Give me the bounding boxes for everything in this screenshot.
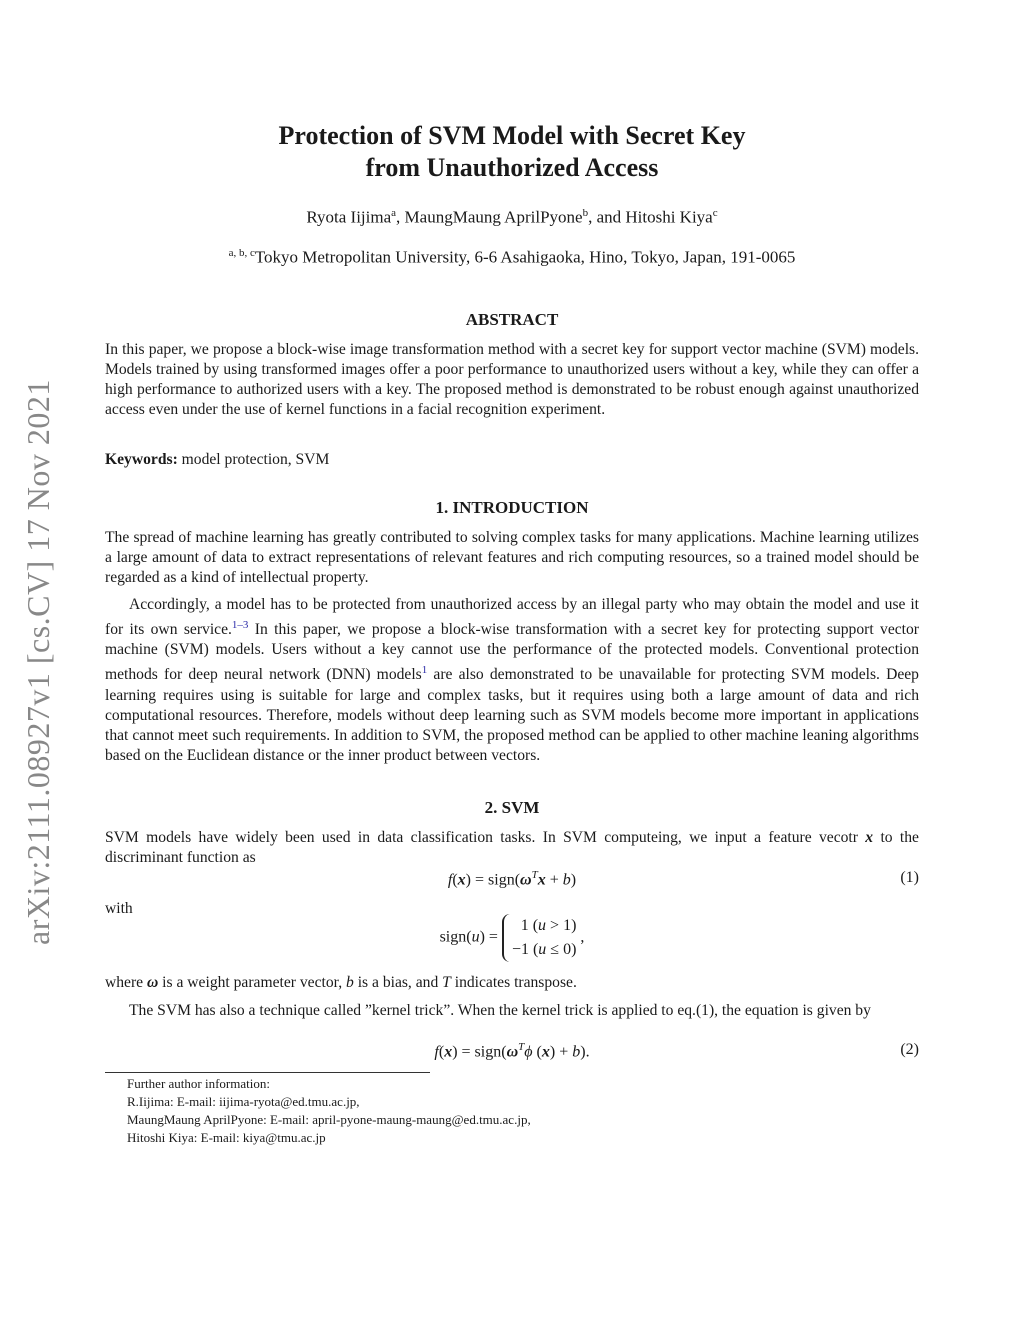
equation-2-number: (2): [900, 1041, 919, 1058]
keywords: Keywords: model protection, SVM: [105, 451, 330, 468]
sign-equation: sign(u) = 1 (u > 1) −1 (u ≤ 0) ,: [105, 914, 919, 962]
svm-paragraph-1: SVM models have widely been used in data classification tasks. In SVM computeing, we input a feature vecotr x to the discriminant function as: [105, 829, 919, 867]
affiliation: $^{a, b, c}$Tokyo Metropolitan University, 6-6 Asahigaoka, Hino, Tokyo, Japan, 191-0065: [228, 247, 796, 267]
arxiv-stamp: arXiv:2111.08927v1 [cs.CV] 17 Nov 2021: [20, 379, 56, 945]
abstract-text: In this paper, we propose a block-wise image transformation method with a secret key for support vector machine (SVM) models. Models trained by using transformed images offer a poor performance to unauthorized users without a key, while they can offer a high performance to authorized users with a key. The proposed method is demonstrated to be robust enough against unauthorized access even under the use of kernel functions in a facial recognition experiment.: [105, 341, 919, 419]
svm-paragraph-2: where ω is a weight parameter vector, b is a bias, and T indicates transpose.: [105, 974, 577, 991]
equation-1-number: (1): [900, 869, 919, 886]
abstract-heading: ABSTRACT: [465, 310, 559, 329]
authors: Ryota Iijima$^a$, MaungMaung AprilPyone$^b$, and Hitoshi Kiya$^c$: [306, 207, 718, 227]
footnote-divider: [105, 1072, 430, 1073]
with-text: with: [105, 900, 133, 917]
equation-2: $f(x) = sign(\omega^T\phi$ (x) + b).: [434, 1041, 590, 1061]
svm-paragraph-3: The SVM has also a technique called ”kernel trick”. When the kernel trick is applied to eq.(1), the equation is given by: [129, 1002, 871, 1019]
intro-paragraph-1: The spread of machine learning has greatly contributed to solving complex tasks for many applications. Machine learning utilizes a large amount of data to extract representations of relevant features and rich computing resources, so a trained model should be regarded as a kind of intellectual property.: [105, 529, 919, 587]
intro-paragraph-2: Accordingly, a model has to be protected from unauthorized access by an illegal party who may obtain the model and use it for its own service.$^{1-3}$ In this paper, we propose a block-wise transformation with a secret key for protecting support vector machine (SVM) models. Users without a key cannot use the performance of the protected models. Conventional protection methods for deep neural network (DNN) models$^1$ are also demonstrated to be unavailable for protecting SVM models. Deep learning requires using is suitable for large and complex tasks, but it requires using both a large amount of data and rich computational resources. Therefore, models without deep learning such as SVM models become more important in applications that cannot meet such requirements. In addition to SVM, the proposed method can be applied to other machine leaning algorithms based on the Euclidean distance or the inner product between vectors.: [105, 596, 919, 765]
equation-1: $f(x) = sign(\omega^Tx + b)$: [447, 869, 577, 889]
paper-title: Protection of SVM Model with Secret Key from Unauthorized Access: [278, 121, 746, 182]
footnotes: Further author information: R.Iijima: E-mail: iijima-ryota@ed.tmu.ac.jp, MaungMaung AprilPyone: E-mail: april-pyone-maung-maung@ed.tmu.ac.jp, Hitoshi Kiya: E-mail: kiya@tmu.ac.jp: [127, 1076, 531, 1145]
svm-heading: 2. SVM: [484, 798, 540, 817]
intro-heading: 1. INTRODUCTION: [435, 498, 589, 517]
